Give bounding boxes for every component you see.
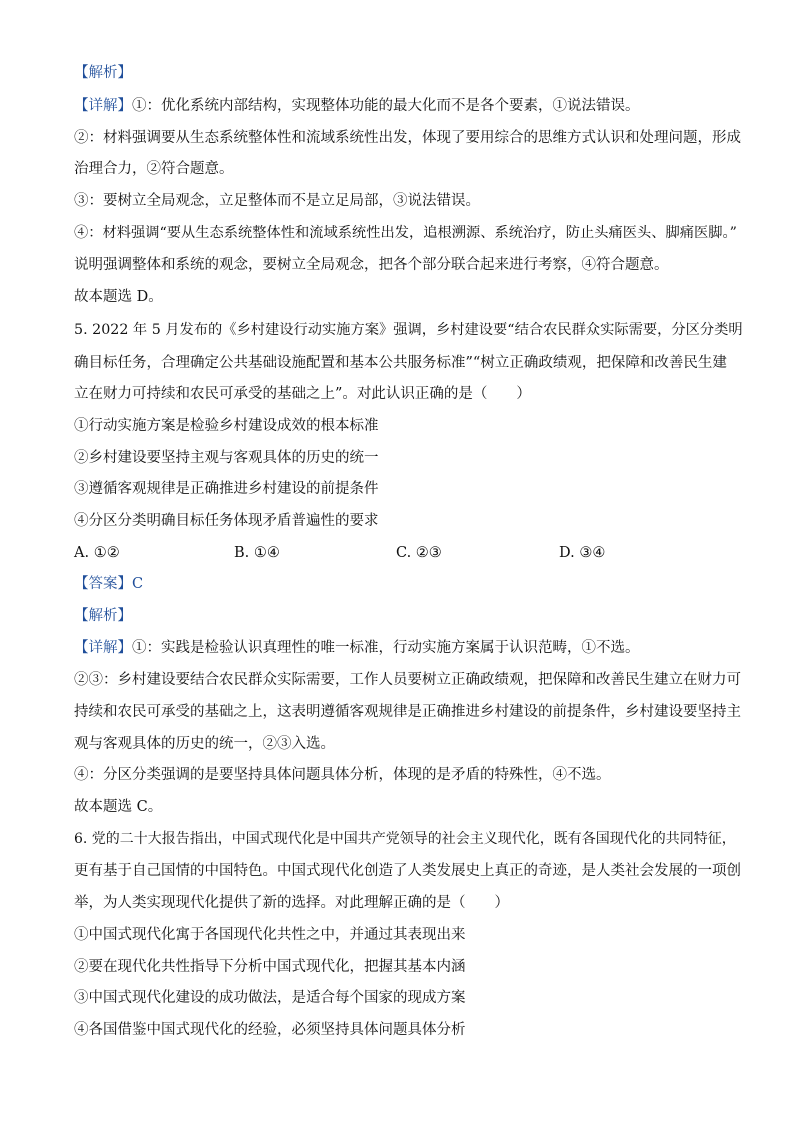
q4-detail-text-1: ①：优化系统内部结构，实现整体功能的最大化而不是各个要素，①说法错误。: [132, 98, 640, 114]
q5-detail-text-1: ①：实践是检验认识真理性的唯一标准，行动实施方案属于认识范畴，①不选。: [132, 640, 640, 656]
q5-statement-4: ④分区分类明确目标任务体现矛盾普遍性的要求: [74, 513, 379, 529]
q5-conclusion: 故本题选 C。: [74, 799, 163, 815]
q6-stem-line-3: 举，为人类实现现代化提供了新的选择。对此理解正确的是（ ）: [74, 895, 509, 911]
q4-conclusion: 故本题选 D。: [74, 289, 163, 305]
q5-detail-line-1: [74, 639, 744, 657]
q6-statement-4: ④各国借鉴中国式现代化的经验，必须坚持具体问题具体分析: [74, 1022, 466, 1038]
q5-stem-line-1: 5. 2022 年 5 月发布的《乡村建设行动实施方案》强调，乡村建设要“结合农民群众实际需要，分区分类明: [74, 322, 743, 338]
q5-option-a: A. ①②: [74, 545, 120, 561]
q5-stem-line-3: 立在财力可持续和农民可承受的基础之上”。对此认识正确的是（ ）: [74, 386, 531, 402]
q4-detail-line-6: 说明强调整体和系统的观念，要树立全局观念，把各个部分联合起来进行考察，④符合题意。: [74, 257, 669, 273]
detail-tag: 【详解】: [74, 640, 132, 656]
q4-detail-line-1: [74, 97, 744, 115]
q5-detail-line-3: 持续和农民可承受的基础之上，这表明遵循客观规律是正确推进乡村建设的前提条件，乡村建设要坚持主: [74, 704, 741, 720]
q5-statement-1: ①行动实施方案是检验乡村建设成效的根本标准: [74, 418, 379, 434]
q6-stem-line-1: 6. 党的二十大报告指出，中国式现代化是中国共产党领导的社会主义现代化，既有各国现代化的共同特征，: [74, 831, 736, 847]
q6-statement-1: ①中国式现代化寓于各国现代化共性之中，并通过其表现出来: [74, 927, 466, 943]
q5-option-d: D. ③④: [559, 545, 606, 561]
q6-stem-line-2: 更有基于自己国情的中国特色。中国式现代化创造了人类发展史上真正的奇迹，是人类社会发展的一项创: [74, 863, 741, 879]
q5-detail-line-5: ④：分区分类强调的是要坚持具体问题具体分析，体现的是矛盾的特殊性，④不选。: [74, 767, 611, 783]
detail-tag: 【详解】: [74, 98, 132, 114]
q5-statement-2: ②乡村建设要坚持主观与客观具体的历史的统一: [74, 450, 379, 466]
analysis-tag: 【解析】: [74, 65, 132, 81]
q5-statement-3: ③遵循客观规律是正确推进乡村建设的前提条件: [74, 481, 379, 497]
q5-detail-line-2: ②③：乡村建设要结合农民群众实际需要，工作人员要树立正确政绩观，把保障和改善民生建立在财力可: [74, 672, 741, 688]
q5-option-b: B. ①④: [234, 545, 280, 561]
q6-statement-3: ③中国式现代化建设的成功做法，是适合每个国家的现成方案: [74, 990, 466, 1006]
q5-analysis-tag: 【解析】: [74, 608, 132, 624]
q4-detail-line-3: 治理合力，②符合题意。: [74, 161, 234, 177]
q5-options: [74, 544, 734, 562]
q6-statement-2: ②要在现代化共性指导下分析中国式现代化，把握其基本内涵: [74, 959, 466, 975]
q5-stem-line-2: 确目标任务，合理确定公共基础设施配置和基本公共服务标准”“树立正确政绩观，把保障和改善民生建: [74, 355, 727, 371]
q5-detail-line-4: 观与客观具体的历史的统一，②③入选。: [74, 736, 335, 752]
q4-detail-line-5: ④：材料强调“要从生态系统整体性和流域系统性出发，追根溯源、系统治疗，防止头痛医头、脚痛医脚。”: [74, 225, 737, 241]
q5-answer: 【答案】C: [74, 576, 144, 592]
q4-detail-line-4: ③：要树立全局观念，立足整体而不是立足局部，③说法错误。: [74, 193, 480, 209]
q5-option-c: C. ②③: [396, 545, 442, 561]
q4-detail-line-2: ②：材料强调要从生态系统整体性和流域系统性出发，体现了要用综合的思维方式认识和处理问题，形成: [74, 130, 741, 146]
